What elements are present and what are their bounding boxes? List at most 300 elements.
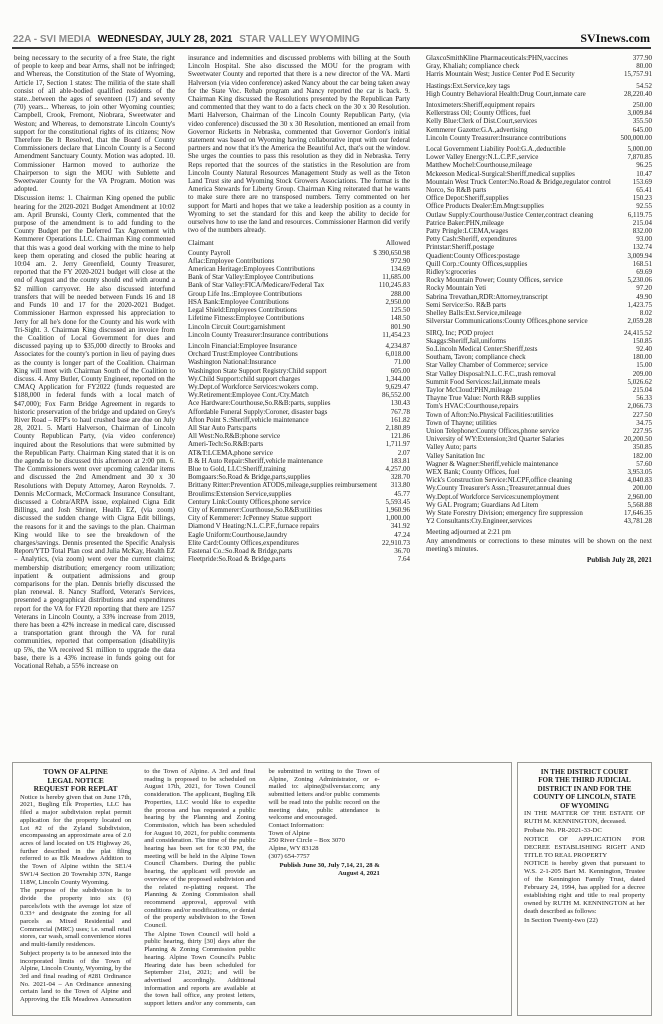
- claim-amount: 54.52: [636, 81, 652, 90]
- claim-name: Lifetime Fitness:Employee Contributions: [188, 314, 305, 323]
- claim-row: [426, 235, 652, 243]
- claims-header-allowed: Allowed: [385, 239, 410, 248]
- claim-name: Broulims:Extension Service,supplies: [188, 489, 292, 498]
- claim-amount: 56.33: [636, 394, 652, 403]
- claim-amount: 20,200.50: [624, 435, 652, 444]
- claim-name: Tom's HVAC:Courthouse,repairs: [426, 402, 519, 411]
- alpine-paragraph: Subject property is to be annexed into the incorporated limits of the Town of Alpine, Lincoln County, Wyoming, by the 3rd and final reading of #281 Ordinance No. 2021-04 – An Ordinance annexing certain land to the Town of Alpine and Approving the Elk Meadows Annexation to the Town of Alpine. A 3rd and final reading is proposed to be scheduled on August 17th, 2021, for Town Council consideration. The applicant, Bugling Elk Properties, LLC would like to expedite the process and has requested a public hearing by the Planning and Zoning Commission, which has been scheduled for August 10, 2021, for public comments and consideration. The time of the public hearing has been set for 6:30 PM, the meeting will be held in the Alpine Town Council Chambers. During the public hearing, the applicant will provide an overview of the proposed subdivision and the related re-platting request. The Planning & Zoning Commission shall recommend approval, approval with conditions and/or modifications, or denial of the property subdivision to the Town Council.: [20, 768, 256, 1004]
- claim-amount: 80.00: [636, 62, 652, 71]
- claim-amount: 250.00: [632, 101, 652, 110]
- claim-row: [188, 424, 410, 432]
- claim-row: [426, 435, 652, 443]
- claim-name: Brittany Ritter:Prevention ATODS,mileage,supplies reimbursement: [188, 481, 378, 490]
- claim-amount: 34.75: [636, 418, 652, 427]
- claim-amount: 2.07: [397, 448, 410, 457]
- claim-amount: 71.00: [394, 358, 410, 367]
- claim-name: High Country Behavioral Health:Drug Court,inmate care: [426, 89, 586, 98]
- claim-name: Kemmerer Gazette:G.A.,advertising: [426, 125, 528, 134]
- claim-amount: 3,009.94: [627, 251, 652, 260]
- claim-amount: 15.00: [636, 361, 652, 370]
- claim-name: Mckeeson Medical-Surgical:Sheriff,medical supplies: [426, 169, 575, 178]
- claim-amount: 97.20: [636, 284, 652, 293]
- claim-row: [188, 281, 410, 289]
- claim-row: [188, 408, 410, 416]
- claim-row: [426, 219, 652, 227]
- claim-amount: 132.74: [632, 243, 652, 252]
- claim-amount: 5,026.62: [627, 377, 652, 386]
- claim-name: Sabrina Trevathan,RDR:Attorney,transcript: [426, 292, 548, 301]
- claim-row: [188, 449, 410, 457]
- claim-name: Elite Card:County Offices,expenditures: [188, 538, 299, 547]
- claim-name: Wy.Child Support:child support charges: [188, 374, 301, 383]
- minutes-column-1: [14, 54, 175, 671]
- claim-name: Hastings:Ext.Service,key tags: [426, 81, 510, 90]
- issue-location: STAR VALLEY WYOMING: [239, 34, 360, 45]
- minutes-publish-line: Publish July 28, 2021: [586, 555, 652, 564]
- claim-amount: 313.80: [390, 481, 410, 490]
- claim-name: Mountain West Truck Center:No.Road & Bridge,regulator control: [426, 177, 611, 186]
- claim-name: Group Life Ins.:Employee Contributions: [188, 289, 302, 298]
- alpine-publish-line: Publish June 30, July 7,14, 21, 28 & August 4, 2021: [279, 862, 380, 878]
- alpine-legal-notice: [12, 762, 512, 1016]
- claim-amount: 832.00: [632, 227, 652, 236]
- claim-row: [426, 186, 652, 194]
- claim-amount: 96.25: [636, 161, 652, 170]
- claim-name: Petty Cash:Sheriff, expenditures: [426, 235, 517, 244]
- claim-amount: 93.00: [636, 235, 652, 244]
- claim-name: Affordable Funeral Supply:Coroner, disaster bags: [188, 407, 328, 416]
- claim-row: [426, 452, 652, 460]
- alpine-paragraph: Notice is hereby given that on June 17th, 2021, Bugling Elk Properties, LLC has filed a major subdivision replat permit application for the property located on Lot #2 of the Zyland Subdivision, encompassing an approximate area of 2.0 acres of land located on US Highway 26, further described in the plat filing referred to as Elk Meadows Addition to the Town of Alpine within the SE1/4 SW1/4 Section 20 Township 37N, Range 118W, Lincoln County Wyoming.: [20, 793, 132, 886]
- claim-name: All West:No.R&B:phone service: [188, 432, 281, 441]
- claim-name: Patrice Baker:PHN,mileage: [426, 218, 504, 227]
- claim-name: All Star Auto Parts:parts: [188, 423, 257, 432]
- claim-row: [188, 522, 410, 530]
- claim-name: Bomgaars:So.Road & Bridge,parts,supplies: [188, 473, 311, 482]
- claim-row: [426, 260, 652, 268]
- claim-name: Diamond V Heating:N.L.C.P.F.,furnace repairs: [188, 522, 320, 531]
- claim-row: [426, 443, 652, 451]
- claim-row: [426, 476, 652, 484]
- claim-row: [188, 416, 410, 424]
- masthead-left: [13, 34, 364, 45]
- minutes-closing: [426, 528, 652, 553]
- claim-row: [426, 460, 652, 468]
- claim-name: Ameri-Tech:So.R&B:parts: [188, 440, 264, 449]
- district-title-line: COUNTY OF LINCOLN, STATE: [533, 793, 636, 802]
- claim-row: [426, 317, 652, 325]
- claim-amount: 86,552.00: [382, 391, 410, 400]
- claim-amount: 972.90: [390, 256, 410, 265]
- claim-row: [188, 331, 410, 339]
- claim-name: Rocky Mountain Power; County Offices, service: [426, 276, 563, 285]
- claim-name: AT&T:LCEMA,phone service: [188, 448, 273, 457]
- district-paragraph: NOTICE is hereby given that pursuant to W.S. 2-1-205 Bart M. Kennington, Trustee of the Kennington Family Trust, dated February 24, 1994, has applied for a decree establishing right and title to real property owned by RUTH M. KENNINGTON at her death described as follows:: [524, 860, 645, 915]
- claim-amount: 2,066.73: [627, 402, 652, 411]
- claim-row: [426, 62, 652, 70]
- claim-row: [188, 265, 410, 273]
- claim-name: Wy.Retirement:Employee Cont./Cty.Match: [188, 391, 309, 400]
- claim-name: Harris Mountain West; Justice Center Pod E Security: [426, 70, 575, 79]
- claim-amount: 24,415.52: [624, 328, 652, 337]
- claim-name: Matthew Mochel:Courthouse,mileage: [426, 161, 533, 170]
- claim-name: Union Telephone:County Offices,phone service: [426, 426, 560, 435]
- claim-row: [426, 117, 652, 125]
- claims-header-row: [188, 239, 410, 247]
- claim-amount: 57.60: [636, 459, 652, 468]
- alpine-title-line: REQUEST FOR REPLAT: [33, 784, 118, 794]
- claim-name: Valley Auto; parts: [426, 443, 477, 452]
- claim-amount: 11,685.00: [382, 273, 410, 282]
- district-paragraph: NOTICE OF APPLICATION FOR DECREE ESTABLISHING RIGHT AND TITLE TO REAL PROPERTY: [524, 835, 645, 859]
- claim-row: [426, 468, 652, 476]
- claims-rows: [188, 249, 410, 564]
- claim-row: [426, 293, 652, 301]
- masthead-rule: [12, 47, 651, 49]
- claim-name: Thayne True Value: North R&B supplies: [426, 394, 541, 403]
- claim-row: [426, 252, 652, 260]
- claim-row: [426, 501, 652, 509]
- claim-row: [188, 391, 410, 399]
- claim-row: [426, 145, 652, 153]
- claim-row: [426, 329, 652, 337]
- claim-name: Ace Hardware:Courthouse,So.R&B:parts, supplies: [188, 399, 331, 408]
- claim-row: [426, 211, 652, 219]
- claim-name: Bank of Star Valley:Employee Contributions: [188, 273, 314, 282]
- claim-amount: 182.00: [632, 451, 652, 460]
- claims-header-claimant: Claimant: [188, 239, 214, 248]
- claim-amount: 200.00: [632, 484, 652, 493]
- claim-row: [188, 547, 410, 555]
- claim-amount: 2,180.89: [385, 423, 410, 432]
- claim-amount: $ 390,650.98: [373, 248, 410, 257]
- district-title-line: FOR THE THIRD JUDICIAL: [538, 776, 631, 785]
- minutes-column-3: [426, 54, 652, 564]
- claim-name: Lincoln Financial:Employee Insurance: [188, 341, 297, 350]
- district-paragraph: In Section Twenty-two (22): [524, 916, 598, 924]
- claim-amount: 227.95: [632, 426, 652, 435]
- claim-row: [426, 90, 652, 98]
- claim-amount: 3,953.05: [627, 467, 652, 476]
- claim-amount: 215.04: [632, 385, 652, 394]
- claim-name: HSA Bank:Employee Contributions: [188, 297, 289, 306]
- claim-row: [426, 353, 652, 361]
- claim-amount: 209.00: [632, 369, 652, 378]
- claim-row: [426, 301, 652, 309]
- claim-row: [188, 539, 410, 547]
- claim-amount: 15,757.91: [624, 70, 652, 79]
- claim-row: [188, 506, 410, 514]
- claim-row: [426, 227, 652, 235]
- claim-row: [426, 419, 652, 427]
- claim-row: [426, 161, 652, 169]
- claim-name: Local Government Liability Pool:G.A.,deductible: [426, 145, 566, 154]
- claim-name: Legal Shield:Employees Contributions: [188, 306, 297, 315]
- claim-amount: 11,454.23: [382, 330, 410, 339]
- claim-name: Intoximeters:Sheriff,equipment repairs: [426, 101, 535, 110]
- claim-row: [426, 509, 652, 517]
- claim-name: Lincoln Circuit Court:garnishment: [188, 322, 286, 331]
- claim-row: [188, 481, 410, 489]
- claim-name: Star Valley Chamber of Commerce; service: [426, 361, 548, 370]
- claim-name: Afton Point S.:Sheriff,vehicle maintenance: [188, 415, 309, 424]
- claim-name: Wy State Forestry Division; emergency fire suppression: [426, 508, 583, 517]
- claim-name: Y2 Consultants:Cty.Engineer,services: [426, 517, 532, 526]
- claim-amount: 153.69: [632, 177, 652, 186]
- claim-row: [426, 484, 652, 492]
- claim-amount: 377.90: [632, 54, 652, 62]
- claim-row: [188, 273, 410, 281]
- claim-row: [426, 309, 652, 317]
- alpine-paragraph: The Alpine Town Council will hold a public hearing, thirty [30] days after the Planning & Zoning Commission public hearing. Alpine Town Council's Public Hearing date has been scheduled for September 21st, 2021; and will be advertised accordingly. Additional information and reports are available at the town hall office, any protest letters, support letters and/or any comments, can be submitted in writing to the Town of Alpine, Zoning Administrator, or e-mailed to: alpine@silverstar.com; any submitted letters and/or public comments will be read into the public record on the meeting date, public attendance is welcome and encouraged.: [144, 768, 380, 1008]
- alpine-contact-info: [269, 822, 380, 861]
- claim-amount: 28,220.40: [624, 89, 652, 98]
- claim-name: Patty Pringle:LCEMA,wages: [426, 227, 509, 236]
- claim-row: [426, 126, 652, 134]
- claim-row: [426, 70, 652, 78]
- claim-row: [426, 361, 652, 369]
- alpine-title-line: TOWN OF ALPINE: [43, 767, 108, 776]
- claim-amount: 45.77: [394, 489, 410, 498]
- claim-amount: 180.00: [632, 353, 652, 362]
- claim-amount: 49.90: [636, 292, 652, 301]
- claim-amount: 36.70: [394, 546, 410, 555]
- site-url: SVInews.com: [580, 31, 650, 45]
- claim-row: [426, 402, 652, 410]
- claim-name: Quadient:County Offices:postage: [426, 251, 520, 260]
- minutes-paragraph: being necessary to the security of a free State, the right of people to keep and bear Arms, shall not be infringed; and Whereas, the Constitution of the State of Wyoming, Article 17, Section 1 states: The militia of the state shall consist of all able-bodied qualified residents of the state...between the ages of seventeen (17) and seventy (70) years... Whereas, to join other Wyoming counties; Campbell, Crook, Fremont, Niobrara, Sweetwater and Weston; and Whereas, to demonstrate Lincoln County's support for the constitutional rights of its citizens; Now Therefore Be It Resolved, that the Board of County Commissioners declare that Lincoln County is a Second Amendment Sanctuary County. Motion was adopted. 10. Commissioner Harmon moved to authorize the Chairperson to sign the MOU with Sublette and Sweetwater County for the VA Program. Motion was adopted.: [14, 54, 175, 194]
- alpine-notice-body: [20, 768, 380, 1010]
- claim-row: [188, 440, 410, 448]
- claim-amount: 69.69: [636, 268, 652, 277]
- claim-amount: 1,960.96: [385, 505, 410, 514]
- claim-name: Wick's Construction Service:NLCPF,office cleaning: [426, 476, 573, 485]
- claim-name: Outlaw Supply:Courthouse/Justice Center,contract cleaning: [426, 210, 594, 219]
- claim-name: University of WY:Extension;3rd Quarter Salaries: [426, 435, 565, 444]
- claim-row: [426, 345, 652, 353]
- claim-name: Office Products Dealer:Em.Mngt:supplies: [426, 202, 544, 211]
- claims-list-a-f: [188, 239, 410, 563]
- claim-amount: 8.02: [639, 309, 652, 318]
- claim-row: [188, 555, 410, 563]
- claim-row: [188, 342, 410, 350]
- claim-amount: 9,629.47: [385, 382, 410, 391]
- claim-name: Gray, Khaliah; compliance check: [426, 62, 520, 71]
- claim-amount: 328.70: [390, 473, 410, 482]
- claim-amount: 3,009.84: [627, 109, 652, 118]
- claim-name: Town of Afton:No.Physical Facilities:utilities: [426, 410, 554, 419]
- district-title-line: OF WYOMING: [559, 801, 610, 810]
- claim-name: Eagle Uniform:Courthouse,laundry: [188, 530, 288, 539]
- claim-amount: 6,018.00: [385, 350, 410, 359]
- claim-row: [426, 427, 652, 435]
- claim-name: Century Link:County Offices,phone service: [188, 497, 311, 506]
- claim-amount: 168.51: [632, 259, 652, 268]
- minutes-column-2: [188, 54, 410, 563]
- claim-row: [426, 276, 652, 284]
- claim-name: So.Lincoln Medical Center:Sheriff,tests: [426, 344, 538, 353]
- claim-amount: 47.24: [394, 530, 410, 539]
- claim-amount: 350.85: [632, 443, 652, 452]
- claim-row: [426, 394, 652, 402]
- claim-name: Washington State Support Registry:Child support: [188, 366, 327, 375]
- claim-name: Blue to Gold, LLC:Sheriff,training: [188, 464, 286, 473]
- claim-row: [426, 153, 652, 161]
- claim-amount: 134.69: [390, 265, 410, 274]
- claim-row: [426, 268, 652, 276]
- claim-name: Wagner & Wagner:Sheriff,vehicle maintenance: [426, 459, 559, 468]
- claim-amount: 92.55: [636, 202, 652, 211]
- claim-amount: 150.23: [632, 194, 652, 203]
- claim-amount: 7,870.85: [627, 153, 652, 162]
- claim-name: Silverstar Communications:County Offices,phone service: [426, 317, 588, 326]
- district-title-line: IN THE DISTRICT COURT: [540, 768, 629, 776]
- closing-line: Meeting adjourned at 2:21 pm: [426, 528, 511, 537]
- claim-name: Wy GAL Program; Guardians Ad Litem: [426, 500, 539, 509]
- claim-row: [426, 170, 652, 178]
- claim-row: [426, 109, 652, 117]
- district-notice-body: [524, 810, 645, 925]
- claim-name: County Payroll: [188, 248, 231, 257]
- claim-amount: 2,960.00: [627, 492, 652, 501]
- claim-name: City of Kemmerer:Courthouse,So.R&B:utilities: [188, 505, 323, 514]
- claim-amount: 92.40: [636, 344, 652, 353]
- page-label: 22A - SVI MEDIA: [13, 34, 91, 45]
- claim-row: [426, 386, 652, 394]
- claim-amount: 2,059.28: [627, 317, 652, 326]
- district-paragraph: IN THE MATTER OF THE ESTATE OF RUTH M. KENNINGTON, deceased.: [524, 810, 645, 825]
- claim-amount: 500,000.00: [620, 133, 652, 142]
- minutes-paragraph: Discussion items: 1. Chairman King opened the public hearing for the 2020-2021 Budget Amendment at 10:02 am. April Brunski, County Clerk, commented that the purpose of the amendment is to add funding to the County Budget per the Deferred Tax Agreement with Kemmerer Operations LLC. Chairman King commented that this was a good deal working with the mine to help keep them operating and closed the public hearing at 10:04 am. 2. Jerry Greenfield, County Treasurer, reported that the FY 2020-2021 budget will close at the end of August and the county should end with around a $2 million carryover. He also discussed interfund transfers that will be needed between Funds 16 and 18 and Funds 10 and 17 for the 2020-2021 Budget. Commissioner Harmon expressed his appreciation to Jerry for all he's done for the County and his work with Tri-Sight. 3. Chairman King discussed an invoice from the Coalition of Local Government for dues and discussed paying up to $35,000 directly to Brooks and Associates for the county's portion in lieu of paying dues as the county is longer part of the Coalition. Chairman King will meet with Chairman South of the Coalition to discuss. 4. Amy Butler, County Engineer, reported on the CMAQ Application for FY2022 (funds requested are $188,000 in federal funds with a local match of $47,000); Fox Farm Bridge Agreement in regards to historic preservation of the bridge and updated on Grey's River Road – RFP's to haul crushed base are due on July 28, 2021. 5. Marti Halverson, Chairman of Lincoln County Republican Party, (via video conference) inquired about the Resolutions that were submitted by the Republican Party. Chairman King stated that it is on the agenda to be discussed this afternoon at 2:00 pm. 6. The Commissioners went over upcoming calendar items and discussed the 2nd Amendment and 30 x 30 Resolutions with Deputy Attorney, Aaron Reynolds. 7. Dennis McCormack, McCormack Insurance Consultant, discussed a Cobra/ARPA issue, explained Cigna Edit Billings, and Josh Shriner, Health EZ, (via zoom) discussed the sudden change with Cigna Edit billings, the reasons for it and the savings to the plan. Chairman King would like to see the breakdown of the charges/savings. Dennis presented the Specific Analysis Report/YTD Total Plan cost and Julia McKay, Health EZ – Analytics, (via zoom) went over the current claims; membership distribution; emergency room utilization; inpatient & outpatient admissions and group comparisons for the plan. Dennis briefly discussed the plan renewal. 8. Nancy Stafford, Veteran's Services, presented a geographical distributions and expenditures report for the VA for FY20 reporting that there are 1257 Veterans in Lincoln County, a 33% increase from 2019, there has been a 42% increase in medical care, discussed a transportation grant through the VA for rural communities, reported that compensation (disability)is up 5%, the VA received $1 million to upgrade the data base, there is a 43% increase in funds going out for Vocational Rehab, a 55% increase on: [14, 194, 175, 671]
- claim-amount: 22,910.73: [382, 538, 410, 547]
- minutes-paragraph: insurance and indemnities and discussed problems with billing at the South Lincoln Hospital. She also discussed the MOU for the program with Sweetwater County and reported that there is a new director of the VA. Marti Halverson (via video conference) asked Nancy about the car being taken away for the State Voc. Rehab program and Nancy reported the car is back. 9. Chairman King discussed the Resolutions presented by the Republican Party and commented that they want to do a facts check on the 30 x 30 Resolution. Marti Halverson, Chairman of the Lincoln County Republican Party, (via video conference) discussed the 30 x 30 Resolution, mentioned an email from Governor Ricketts in Nebraska, commented that Governor Gordon's initial statement was based on Wyoming having collaborative input with our federal partners and now that it's the America the Beautiful Act, that's out the window. She urges the counties to pass this resolution as they did in Nebraska. Terry Reps reported that the sources of the statistics in the Resolution are from Lincoln County Natural Resources Management Study as well as the Teton Land Trust site and Wyoming Stock Growers Associations. The format is the America Stewards for Liberty Group. Chairman King reiterated that he wants to make sure there are no transposed numbers. Terry commented on her support for Marti and hopes that we take a leadership position as a county in Wyoming to set the standard for this and keep the ability to decide for ourselves how to use the land and resources. Commissioner Harmon did verify two of the numbers already.: [188, 54, 410, 235]
- claim-amount: 4,234.87: [385, 341, 410, 350]
- claim-name: Quill Corp.:County Offices,supplies: [426, 259, 528, 268]
- claim-name: Norco, So R&B parts: [426, 186, 487, 195]
- claim-name: Wy.Dept.of Workforce Services:unemployment: [426, 492, 559, 501]
- claim-name: Ridley's:groceries: [426, 268, 477, 277]
- district-notice-title: [524, 768, 645, 810]
- claim-row: [426, 101, 652, 109]
- claim-amount: 801.90: [390, 322, 410, 331]
- claim-row: [188, 457, 410, 465]
- claim-amount: 341.92: [390, 522, 410, 531]
- claim-row: [188, 498, 410, 506]
- claim-name: City of Kemmerer: JcPenney Statue support: [188, 514, 312, 523]
- claim-amount: 5,593.45: [385, 497, 410, 506]
- claim-row: [188, 290, 410, 298]
- claim-name: Star Valley Disposal:N.L.C.F.C.,trash removal: [426, 369, 556, 378]
- claim-amount: 767.78: [390, 407, 410, 416]
- claim-amount: 43,781.28: [624, 517, 652, 526]
- claim-row: [426, 202, 652, 210]
- alpine-contact-line: (307) 654-7757: [268, 852, 310, 860]
- claim-name: WEX Bank; County Offices, fuel: [426, 467, 520, 476]
- claim-row: [426, 82, 652, 90]
- claim-name: Southam, Tavon; compliance check: [426, 353, 526, 362]
- claim-row: [426, 243, 652, 251]
- claim-row: [426, 284, 652, 292]
- alpine-contact-line: 250 River Circle – Box 3070: [268, 837, 345, 845]
- claim-amount: 5,000.00: [627, 145, 652, 154]
- claim-name: Kelly Blue:Clerk of Dist.Court,services: [426, 117, 538, 126]
- closing-line: Any amendments or corrections to these minutes will be shown on the next meeting's minutes.: [426, 536, 652, 553]
- claim-name: Lower Valley Energy:N.L.C.P.F.,service: [426, 153, 539, 162]
- alpine-contact-line: Town of Alpine: [268, 829, 310, 837]
- claim-row: [426, 54, 652, 62]
- claim-amount: 215.04: [632, 218, 652, 227]
- claim-row: [188, 314, 410, 322]
- claim-row: [188, 367, 410, 375]
- claim-name: Washington National:Insurance: [188, 358, 277, 367]
- claim-name: Fleetpride:So.Road & Bridge,parts: [188, 555, 286, 564]
- claim-name: Rocky Mountain Yeti: [426, 284, 487, 293]
- claim-row: [426, 378, 652, 386]
- claim-name: Aflac:Employee Contributions: [188, 256, 275, 265]
- claim-amount: 5,230.06: [627, 276, 652, 285]
- claim-amount: 2,950.00: [385, 297, 410, 306]
- claim-amount: 1,000.00: [385, 514, 410, 523]
- district-paragraph: Probate No. PR-2021-33-DC: [524, 826, 602, 834]
- issue-date: WEDNESDAY, JULY 28, 2021: [97, 34, 233, 45]
- claim-amount: 4,257.00: [385, 464, 410, 473]
- claim-name: Bank of Star Valley:FICA/Medicare/Federal Tax: [188, 281, 325, 290]
- claim-amount: 65.41: [636, 186, 652, 195]
- claim-name: Lincoln County Treasurer:Insurance contributions: [188, 330, 329, 339]
- claim-row: [188, 490, 410, 498]
- claim-amount: 605.00: [390, 366, 410, 375]
- claim-amount: 150.85: [632, 336, 652, 345]
- claim-name: Lincoln County Treasurer:Insurance contributions: [426, 133, 567, 142]
- claim-row: [188, 383, 410, 391]
- claim-name: Valley Sanitation Inc: [426, 451, 485, 460]
- claim-amount: 355.50: [632, 117, 652, 126]
- claim-amount: 7.64: [397, 555, 410, 564]
- claim-name: Kellerstrass Oil; County Offices, fuel: [426, 109, 531, 118]
- claim-row: [188, 432, 410, 440]
- claim-row: [188, 350, 410, 358]
- claim-name: Taylor McCloud:PHN,mileage: [426, 385, 513, 394]
- claim-row: [188, 473, 410, 481]
- claim-name: Shelley Balls:Ext.Service,mileage: [426, 309, 522, 318]
- alpine-contact-line: Alpine, WY 83128: [268, 845, 319, 853]
- claim-row: [188, 514, 410, 522]
- claim-name: B & H Auto Repair:Sheriff,vehicle maintenance: [188, 456, 323, 465]
- claim-amount: 6,119.75: [627, 210, 652, 219]
- claim-row: [188, 358, 410, 366]
- claim-row: [426, 370, 652, 378]
- alpine-notice-title: [20, 768, 131, 794]
- alpine-paragraph: The purpose of the subdivision is to divide the property into six (6) parcels/lots with the average lot size of 0.33+ and designate the zoning for all parcels as Mixed Residential and Commercial (MRC) uses; i.e. small retail stores, car wash, small convenience stores and multi-family residences.: [20, 887, 132, 949]
- claim-amount: 1,711.97: [385, 440, 410, 449]
- claim-row: [188, 375, 410, 383]
- claim-row: [188, 323, 410, 331]
- claim-row: [426, 194, 652, 202]
- claim-row: [426, 493, 652, 501]
- claim-name: Orchard Trust:Employee Contributions: [188, 350, 298, 359]
- claim-amount: 125.50: [390, 306, 410, 315]
- alpine-contact-line: Contact Information:: [268, 821, 324, 829]
- claim-amount: 161.82: [390, 415, 410, 424]
- claim-name: Fastenal Co.:So.Road & Bridge,parts: [188, 546, 293, 555]
- claim-row: [426, 178, 652, 186]
- claim-name: Town of Thayne; utilities: [426, 418, 497, 427]
- alpine-title-line: LEGAL NOTICE: [47, 775, 104, 785]
- claim-name: American Heritage:Employees Contributions: [188, 265, 315, 274]
- claim-row: [188, 298, 410, 306]
- claim-name: Wy.Dept.of Workforce Services:wokers comp.: [188, 382, 319, 391]
- claim-name: GlaxcoSmithKline Pharmaceuticals:PHN,vaccines: [426, 54, 568, 62]
